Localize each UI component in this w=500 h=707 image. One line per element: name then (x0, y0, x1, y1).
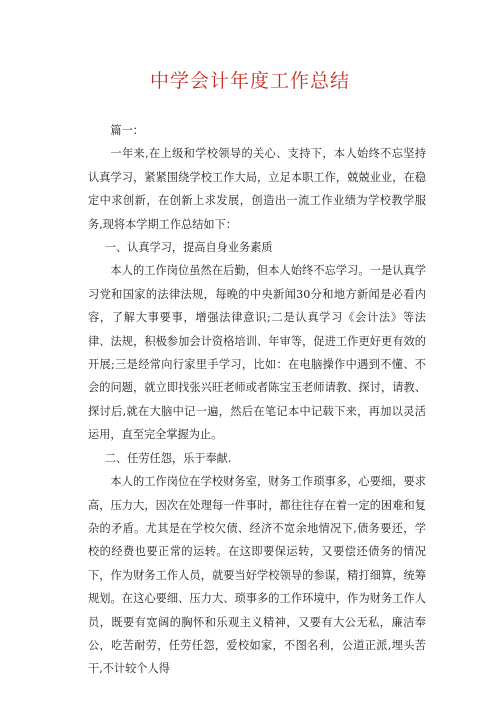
section-heading-2: 二、任劳任怨，乐于奉献. (104, 451, 232, 465)
section-label: 篇一： (110, 124, 144, 137)
intro-paragraph: 一年来,在上级和学校领导的关心、支持下，本人始终不忘坚持认真学习，紧紧围绕学校工作大局，立足本职工作，兢兢业业，在稳定中求创新，在创新上求发展，创造出一流工作业绩为学校教学服务,现将本学期工作总结如下： (88, 147, 426, 231)
document-title: 中学会计年度工作总结 (149, 70, 350, 92)
document-body (88, 119, 426, 681)
section-heading-1: 一、认真学习，提高自身业务素质 (104, 241, 273, 255)
paragraph-study: 本人的工作岗位虽然在后勤，但本人始终不忘学习。一是认真学习党和国家的法律法规，每晚的中央新闻30分和地方新闻是必看内容，了解大事要事，增强法律意识;二是认真学习《会计法》等法律、法规，积极参加会计资格培训、年审等，促进工作更好更有效的开展;三是经常向行家里手学习，比如：在电脑操作中遇到不懂、不会的问题，就立即找张兴旺老师或者陈宝玉老师请教、探讨，请教、探讨后,就在大脑中记一遍，然后在笔记本中记载下来，再加以灵活运用，直至完全掌握为止。 (88, 264, 426, 442)
paragraph-dedication: 本人的工作岗位在学校财务室，财务工作琐事多，心要细，要求高，压力大，因次在处理每一件事时，都往往存在着一定的困难和复杂的矛盾。尤其是在学校欠债、经济不宽余地情况下,债务要还，学校的经费也要正常的运转。在这即要保运转，又要偿还债务的情况下，作为财务工作人员，就要当好学校领导的参谋，精打细算，统筹规划。在这心要细、压力大、琐事多的工作环境中，作为财务工作人员，既要有宽阔的胸怀和乐观主义精神，又要有大公无私，廉洁奉公，吃苦耐劳，任劳任怨，爱校如家，不图名利，公道正派,埋头苦干,不计较个人得 (88, 475, 426, 676)
